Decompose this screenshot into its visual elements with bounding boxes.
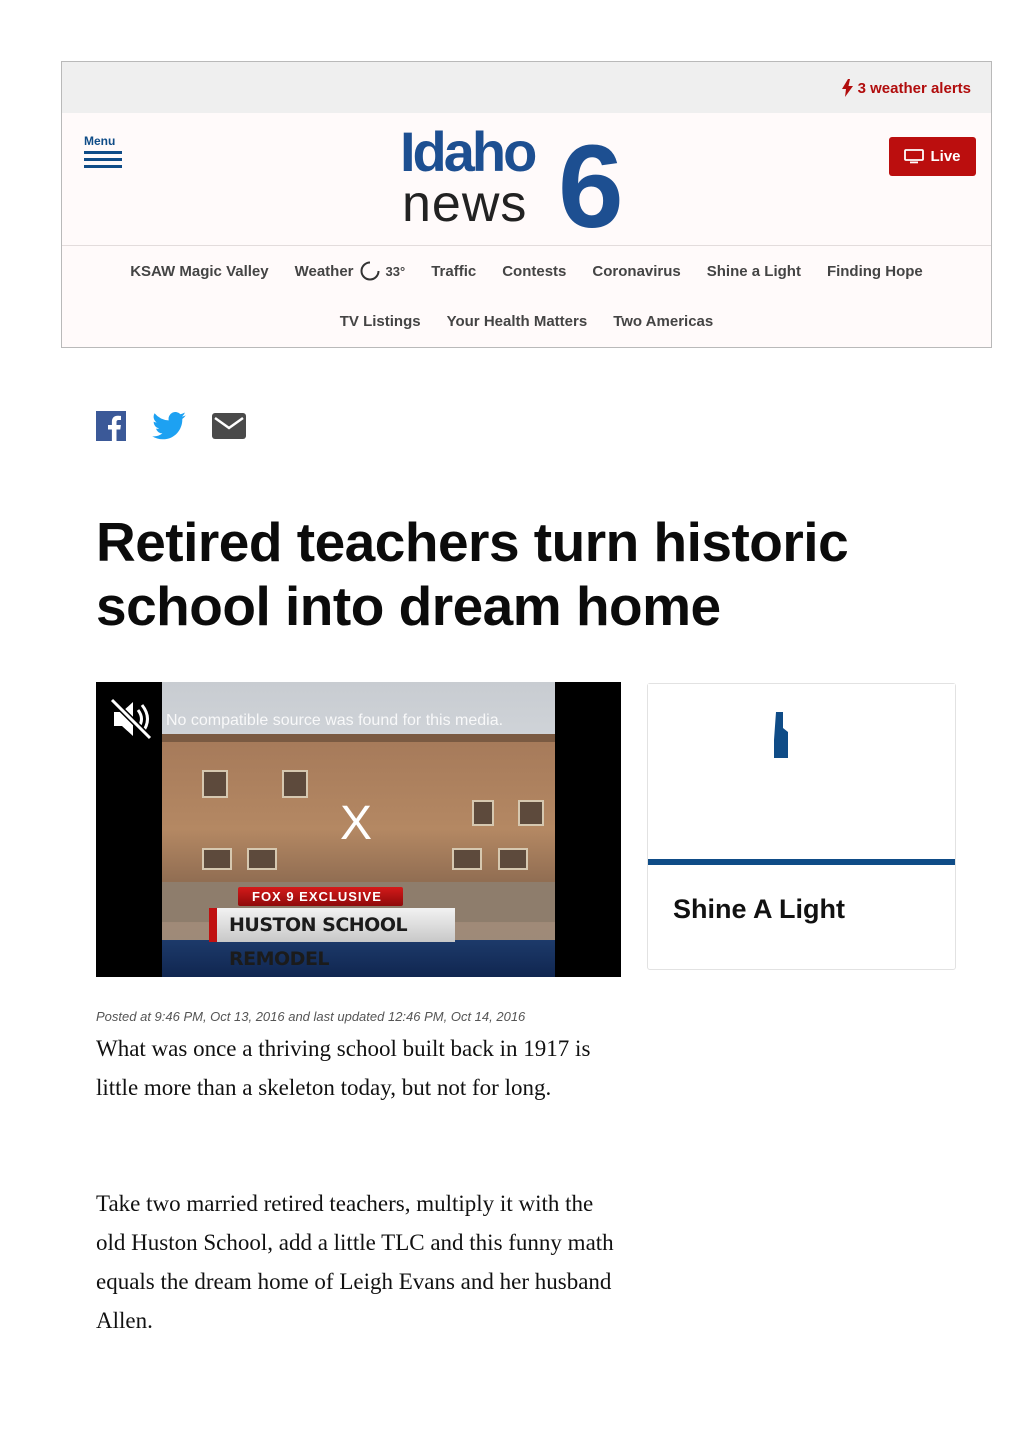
nav-item-ksaw-magic-valley[interactable]: KSAW Magic Valley [130, 262, 269, 280]
chyron-tag: FOX 9 EXCLUSIVE [238, 887, 403, 906]
twitter-share-button[interactable] [152, 412, 186, 445]
weather-alerts-link[interactable] [842, 79, 971, 97]
video-close-button[interactable]: X [340, 797, 373, 850]
nav-item-finding-hope[interactable]: Finding Hope [826, 262, 923, 280]
article-paragraph: Take two married retired teachers, multiply it with the old Huston School, add a little TLC and this funny math equals the dream home of Leigh Evans and her husband Allen. [96, 1191, 614, 1333]
menu-label: Menu [84, 134, 116, 148]
video-player[interactable] [96, 682, 621, 977]
live-label: Live [930, 148, 961, 165]
logo-number-text: 6 [558, 121, 624, 231]
brand-row [62, 113, 991, 245]
logo-idaho-text: Idaho [400, 121, 535, 183]
logo-news-text: news [402, 175, 528, 231]
mute-icon[interactable] [108, 696, 154, 742]
share-bar [96, 411, 246, 446]
facebook-icon [96, 411, 126, 441]
nav-row-secondary [62, 296, 991, 346]
menu-button[interactable] [84, 134, 124, 172]
nav-row-primary [62, 246, 991, 296]
hamburger-icon [84, 151, 124, 168]
article-headline: Retired teachers turn historic school into dream home [96, 511, 849, 637]
card-divider [648, 859, 955, 865]
nav-item-weather[interactable]: Weather 33° [282, 260, 419, 282]
weather-alerts-label: 3 weather alerts [857, 79, 971, 97]
site-header [61, 61, 992, 348]
article-paragraph: What was once a thriving school built back in 1917 is little more than a skeleton today, but not for long. [96, 1036, 591, 1100]
nav-item-two-americas[interactable]: Two Americas [613, 312, 714, 330]
nav-item-tv-listings[interactable]: TV Listings [339, 312, 421, 330]
facebook-share-button[interactable] [96, 411, 126, 446]
email-share-button[interactable] [212, 413, 246, 444]
nav-item-traffic[interactable]: Traffic [431, 262, 477, 280]
alert-bar [62, 62, 991, 113]
chyron-strip [162, 940, 555, 977]
lightning-icon [842, 79, 853, 97]
nav-item-coronavirus[interactable]: Coronavirus [592, 262, 681, 280]
shine-a-light-logo [648, 684, 955, 859]
nav-item-contests[interactable]: Contests [502, 262, 567, 280]
chyron-title: HUSTON SCHOOL REMODEL [209, 908, 455, 942]
video-error-message: No compatible source was found for this media. [166, 712, 504, 729]
main-nav [62, 245, 991, 348]
live-button[interactable] [889, 137, 976, 176]
weather-clock-icon [359, 260, 381, 282]
email-icon [212, 413, 246, 439]
weather-temp: 33° [385, 263, 406, 279]
tv-icon [904, 149, 924, 164]
nav-item-shine-a-light[interactable]: Shine a Light [706, 262, 801, 280]
idaho-news-6-logo[interactable] [400, 121, 656, 231]
card-title: Shine A Light [673, 894, 845, 924]
nav-item-your-health-matters[interactable]: Your Health Matters [446, 312, 588, 330]
shine-a-light-card[interactable] [647, 683, 956, 970]
article-byline: Posted at 9:46 PM, Oct 13, 2016 and last updated 12:46 PM, Oct 14, 2016 [96, 1009, 526, 1024]
twitter-icon [152, 412, 186, 440]
